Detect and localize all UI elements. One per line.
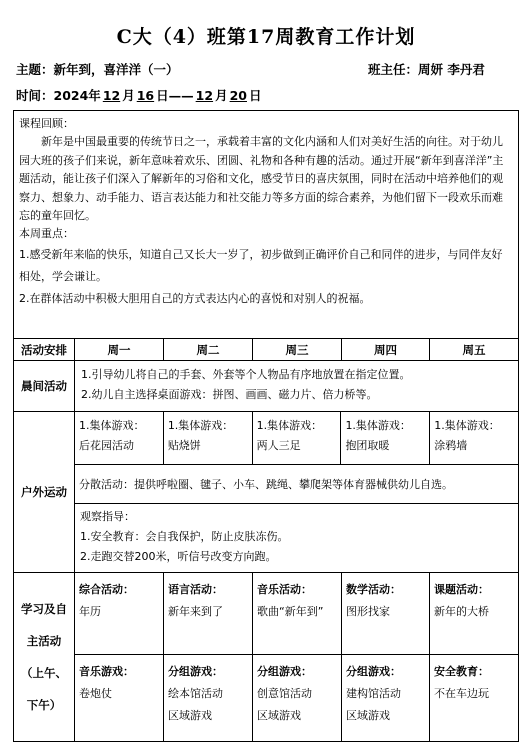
study-label — [14, 573, 75, 742]
day-thursday: 周四 — [342, 339, 430, 361]
morning-line-1: 1.引导幼儿将自己的手套、外套等个人物品有序地放置在指定位置。 — [81, 368, 411, 381]
month-char: 月 — [122, 88, 135, 103]
day-wednesday: 周三 — [253, 339, 342, 361]
study-label-line: （上午、 — [21, 666, 67, 680]
group-game-name: 贴烧饼 — [167, 439, 201, 452]
group-game-name: 后花园活动 — [79, 439, 134, 452]
game-name: 卷炮仗 — [79, 687, 112, 700]
time-year: 2024年 — [53, 88, 101, 103]
page-title: C大（4）班第17周教育工作计划 — [116, 26, 416, 48]
game-name: 不在车边玩 — [434, 687, 489, 700]
theme-value: 新年到，喜洋洋（一） — [53, 62, 179, 77]
game-extra: 区域游戏 — [346, 709, 390, 722]
game-type: 分组游戏： — [346, 665, 401, 678]
group-game-title: 1.集体游戏： — [345, 419, 411, 432]
teacher-value: 周妍 李丹君 — [418, 62, 485, 77]
group-game-title: 1.集体游戏： — [256, 419, 323, 432]
start-day: 16 — [136, 88, 155, 103]
game-name: 创意馆活动 — [257, 687, 312, 700]
game-tuesday — [164, 655, 253, 742]
group-game-title: 1.集体游戏： — [434, 419, 500, 432]
group-game-name: 两人三足 — [256, 439, 301, 452]
game-type: 分组游戏： — [168, 665, 223, 678]
observation-guide — [75, 504, 518, 572]
group-game-wednesday — [253, 412, 342, 464]
game-friday — [430, 655, 519, 742]
study-wednesday — [253, 573, 342, 655]
study-label-line: 下午） — [26, 698, 62, 712]
activity-name: 新年来到了 — [168, 605, 223, 618]
game-extra: 区域游戏 — [168, 709, 212, 722]
plan-table — [13, 110, 519, 742]
day-monday: 周一 — [75, 339, 164, 361]
activity-type: 音乐活动： — [257, 583, 312, 596]
activity-name: 新年的大桥 — [434, 605, 489, 618]
group-game-title: 1.集体游戏： — [79, 419, 145, 432]
review-paragraph: 新年是中国最重要的传统节日之一，承载着丰富的文化内涵和人们对美好生活的向往。对于幼儿园大班的孩子们来说，新年意味着欢乐、团圆、礼物和各种有趣的活动。通过开展“新年到喜洋洋”主题活动，能让孩子们深入了解新年的习俗和文化，感受节日的喜庆氛围，同时在活动中培养他们的观察力、想象力、动手能力、语言表达能力和社交能力等多方面的综合素养，为他们留下一段欢乐而难忘的童年回忆。 — [19, 135, 504, 223]
schedule-header — [14, 339, 519, 361]
study-thursday — [342, 573, 430, 655]
outdoor-label: 户外运动 — [14, 412, 75, 573]
outdoor-activities — [75, 412, 519, 573]
focus-item-2: 2.在群体活动中积极大胆用自己的方式表达内心的喜悦和对别人的祝福。 — [19, 291, 371, 305]
study-tuesday — [164, 573, 253, 655]
teacher-line — [368, 60, 485, 78]
game-type: 分组游戏： — [257, 665, 312, 678]
time-label: 时间： — [16, 88, 54, 103]
study-label-line: 主活动 — [26, 634, 62, 648]
course-review — [14, 111, 519, 339]
observation-line-1: 1.安全教育：会自我保护，防止皮肤冻伤。 — [80, 530, 289, 543]
game-name: 绘本馆活动 — [168, 687, 223, 700]
game-name: 建构馆活动 — [346, 687, 401, 700]
group-game-friday — [430, 412, 518, 464]
time-line — [16, 86, 262, 104]
game-type: 安全教育： — [434, 665, 489, 678]
group-game-title: 1.集体游戏： — [167, 419, 234, 432]
review-heading: 课程回顾： — [19, 117, 74, 130]
activity-type: 综合活动： — [79, 583, 134, 596]
schedule-label: 活动安排 — [14, 339, 75, 361]
morning-activities — [75, 361, 519, 412]
morning-label: 晨间活动 — [14, 361, 75, 412]
activity-name: 图形找家 — [346, 605, 390, 618]
group-game-name: 涂鸦墙 — [434, 439, 468, 452]
day-friday: 周五 — [430, 339, 519, 361]
activity-name: 歌曲“新年到” — [257, 605, 324, 618]
study-monday — [75, 573, 164, 655]
observation-line-2: 2.走跑交替200米，听信号改变方向跑。 — [80, 550, 277, 563]
focus-item-1: 1.感受新年来临的快乐，知道自己又长大一岁了，初步做到正确评价自己和同伴的进步，与同伴友好相处，学会谦让。 — [19, 247, 503, 283]
game-wednesday — [253, 655, 342, 742]
group-game-thursday — [341, 412, 430, 464]
month-char: 月 — [215, 88, 228, 103]
date-sep: —— — [168, 88, 194, 103]
group-game-monday — [75, 412, 164, 464]
day-char: 日 — [156, 88, 169, 103]
morning-line-2: 2.幼儿自主选择桌面游戏：拼图、画画、磁力片、倍力桥等。 — [81, 388, 378, 401]
group-game-name: 抱团取暖 — [345, 439, 390, 452]
study-label-line: 学习及自 — [21, 602, 67, 616]
scatter-activity: 分散活动：提供呼啦圈、毽子、小车、跳绳、攀爬架等体育器械供幼儿自选。 — [75, 465, 518, 504]
game-thursday — [342, 655, 430, 742]
end-month: 12 — [195, 88, 214, 103]
activity-name: 年历 — [79, 605, 101, 618]
game-monday — [75, 655, 164, 742]
start-month: 12 — [102, 88, 121, 103]
activity-type: 语言活动： — [168, 583, 223, 596]
activity-type: 课题活动： — [434, 583, 489, 596]
study-friday — [430, 573, 519, 655]
group-games — [75, 412, 518, 465]
focus-heading: 本周重点： — [19, 227, 74, 241]
group-game-tuesday — [164, 412, 253, 464]
theme-line — [16, 60, 179, 78]
activity-type: 数学活动： — [346, 583, 401, 596]
theme-label: 主题： — [16, 62, 54, 77]
game-type: 音乐游戏： — [79, 665, 134, 678]
day-char: 日 — [248, 88, 262, 103]
observation-heading: 观察指导： — [80, 510, 135, 523]
day-tuesday: 周二 — [164, 339, 253, 361]
end-day: 20 — [229, 88, 247, 103]
teacher-label: 班主任： — [368, 62, 419, 77]
game-extra: 区域游戏 — [257, 709, 301, 722]
